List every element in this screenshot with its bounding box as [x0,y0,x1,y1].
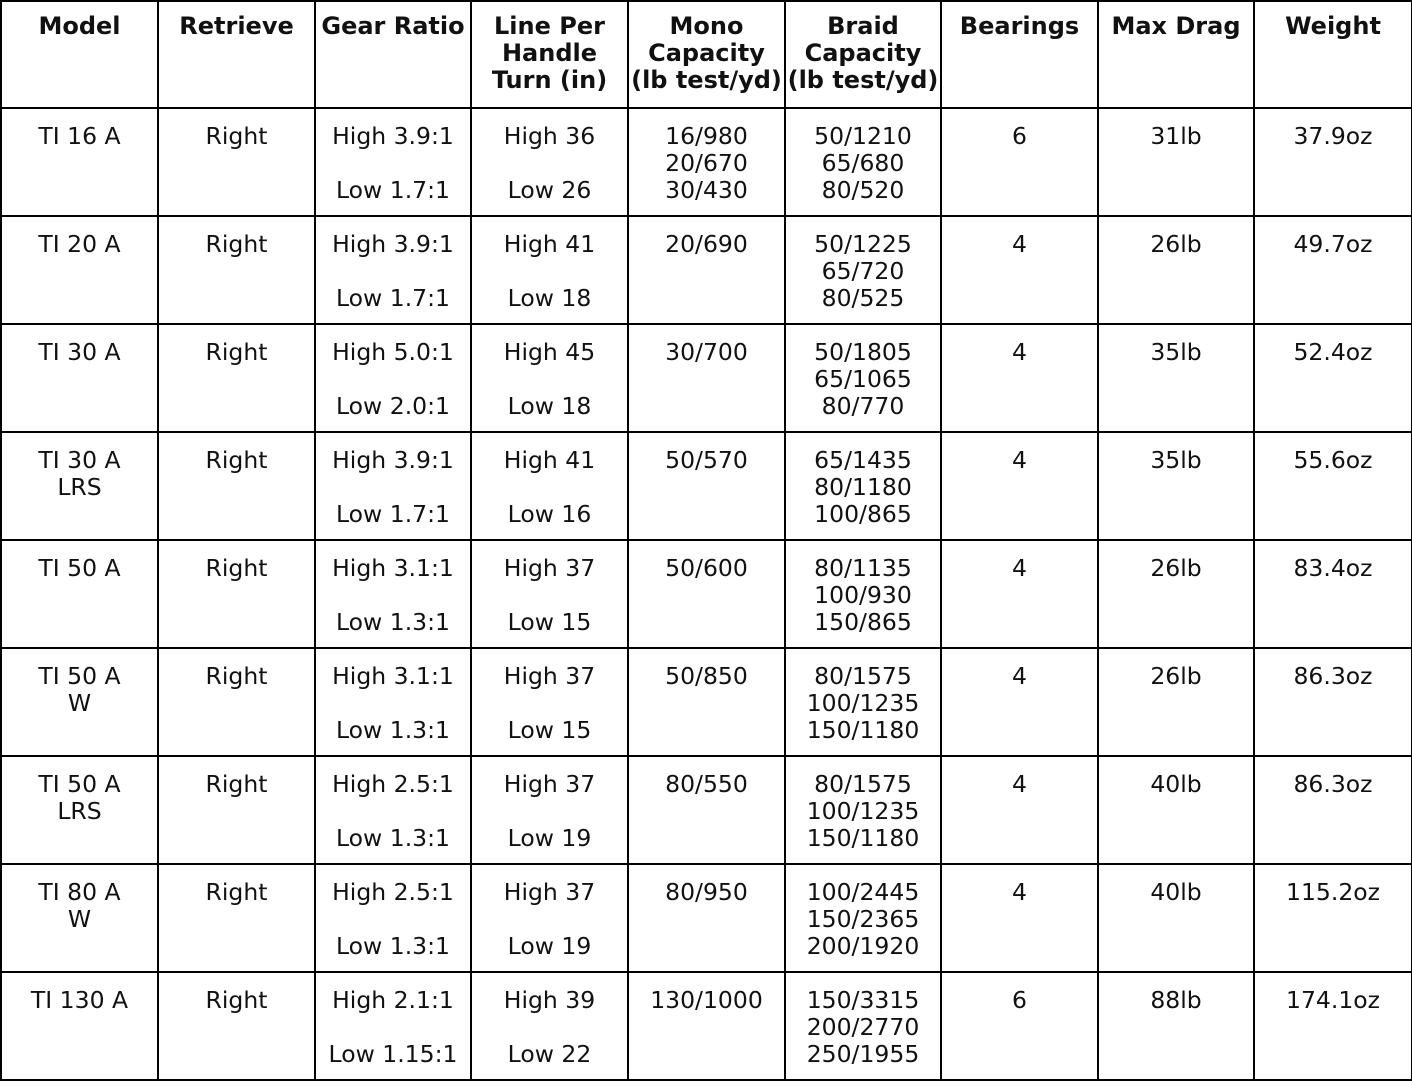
gear-ratio-high: High 3.1:1 [332,554,454,582]
text-line: 65/680 [821,149,905,177]
header-weight [1254,1,1412,108]
text-line: 150/3315 [806,986,920,1014]
bearings-value: 6 [1012,122,1027,150]
text-line: 50/1225 [814,230,912,258]
mono-capacity-value [629,649,784,690]
retrieve-cell [158,324,315,432]
table-body [1,108,1412,1080]
header-text [316,2,470,40]
braid-capacity-cell [785,108,941,216]
mono-capacity-cell [628,540,785,648]
model-cell [1,216,158,324]
weight-cell [1254,324,1412,432]
bearings-value: 4 [1012,230,1027,258]
gear-ratio-cell [315,432,471,540]
text-line: (lb test/yd) [787,66,939,94]
mono-capacity-value [629,541,784,582]
braid-capacity-value [786,325,940,420]
bearings-value: 4 [1012,446,1027,474]
table-row [1,216,1412,324]
text-line: 30/700 [665,338,748,366]
braid-capacity-cell [785,432,941,540]
header-text [159,2,314,40]
text-line: 150/1180 [806,824,920,852]
retrieve-value: Right [205,770,268,798]
line-per-turn-cell [471,756,628,864]
braid-capacity-cell [785,540,941,648]
model-value [2,649,157,717]
line-per-turn-cell [471,432,628,540]
gear-ratio-cell [315,864,471,972]
text-line: TI 50 A [38,770,121,798]
gear-ratio-cell [315,540,471,648]
gear-ratio-low: Low 1.3:1 [336,608,450,636]
text-line: 200/1920 [806,932,920,960]
text-line: TI 16 A [38,122,121,150]
text-line: Retrieve [179,12,294,40]
text-line: LRS [57,797,102,825]
mono-capacity-cell [628,216,785,324]
text-line: 150/865 [814,608,912,636]
max-drag-cell [1098,648,1254,756]
text-line: 65/720 [821,257,905,285]
line-per-turn-low: Low 26 [507,176,592,204]
line-per-turn-high: High 37 [503,662,596,690]
retrieve-cell [158,972,315,1080]
braid-capacity-value [786,649,940,744]
header-mono-capacity [628,1,785,108]
table-row [1,864,1412,972]
text-line: 50/600 [665,554,748,582]
text-line: 80/520 [821,176,905,204]
weight-value: 37.9oz [1293,122,1373,150]
gear-ratio-low: Low 1.7:1 [336,176,450,204]
line-per-turn-low: Low 15 [507,608,592,636]
retrieve-value: Right [205,122,268,150]
retrieve-value: Right [205,662,268,690]
text-line: 250/1955 [806,1040,920,1068]
retrieve-value: Right [205,446,268,474]
bearings-cell [941,648,1098,756]
text-line: TI 130 A [30,986,129,1014]
table-row [1,756,1412,864]
line-per-turn-high: High 39 [503,986,596,1014]
max-drag-value: 88lb [1150,986,1202,1014]
bearings-cell [941,216,1098,324]
table-row [1,432,1412,540]
bearings-value: 6 [1012,986,1027,1014]
table-row [1,540,1412,648]
text-line: Braid [827,12,899,40]
model-cell [1,756,158,864]
text-line: 50/1805 [814,338,912,366]
header-text [1099,2,1253,40]
text-line: 65/1065 [814,365,912,393]
gear-ratio-high: High 2.5:1 [332,770,454,798]
retrieve-value: Right [205,554,268,582]
text-line: 80/525 [821,284,905,312]
text-line: 150/2365 [806,905,920,933]
line-per-turn-high: High 36 [503,122,596,150]
text-line: Line Per [494,12,605,40]
mono-capacity-value [629,433,784,474]
max-drag-cell [1098,540,1254,648]
braid-capacity-value [786,973,940,1068]
braid-capacity-cell [785,324,941,432]
text-line: 16/980 [665,122,748,150]
model-cell [1,540,158,648]
line-per-turn-high: High 37 [503,878,596,906]
max-drag-cell [1098,972,1254,1080]
gear-ratio-high: High 3.1:1 [332,662,454,690]
text-line: LRS [57,473,102,501]
gear-ratio-cell [315,324,471,432]
max-drag-value: 31lb [1150,122,1202,150]
bearings-cell [941,324,1098,432]
text-line: TI 80 A [38,878,121,906]
model-cell [1,972,158,1080]
weight-cell [1254,108,1412,216]
text-line: Turn (in) [491,66,608,94]
line-per-turn-high: High 37 [503,770,596,798]
text-line: 130/1000 [650,986,763,1014]
weight-value: 55.6oz [1293,446,1373,474]
model-value [2,109,157,150]
text-line: TI 20 A [38,230,121,258]
bearings-cell [941,864,1098,972]
gear-ratio-low: Low 2.0:1 [336,392,450,420]
bearings-value: 4 [1012,554,1027,582]
mono-capacity-cell [628,324,785,432]
bearings-cell [941,972,1098,1080]
max-drag-value: 26lb [1150,662,1202,690]
line-per-turn-high: High 45 [503,338,596,366]
bearings-cell [941,432,1098,540]
max-drag-cell [1098,216,1254,324]
mono-capacity-cell [628,108,785,216]
mono-capacity-cell [628,648,785,756]
retrieve-value: Right [205,986,268,1014]
table-row [1,324,1412,432]
text-line: Mono [669,12,744,40]
braid-capacity-cell [785,216,941,324]
gear-ratio-high: High 3.9:1 [332,446,454,474]
mono-capacity-value [629,325,784,366]
gear-ratio-high: High 5.0:1 [332,338,454,366]
bearings-cell [941,540,1098,648]
line-per-turn-high: High 37 [503,554,596,582]
braid-capacity-value [786,217,940,312]
model-value [2,865,157,933]
weight-cell [1254,540,1412,648]
header-gear-ratio [315,1,471,108]
retrieve-cell [158,864,315,972]
weight-cell [1254,648,1412,756]
braid-capacity-value [786,541,940,636]
line-per-turn-low: Low 18 [507,392,592,420]
retrieve-cell [158,540,315,648]
gear-ratio-cell [315,648,471,756]
header-text [942,2,1097,40]
braid-capacity-value [786,109,940,204]
model-value [2,433,157,501]
weight-cell [1254,216,1412,324]
text-line: Handle [501,39,598,67]
gear-ratio-high: High 3.9:1 [332,230,454,258]
max-drag-value: 40lb [1150,878,1202,906]
header-text [629,2,784,94]
header-retrieve [158,1,315,108]
braid-capacity-cell [785,864,941,972]
max-drag-value: 35lb [1150,446,1202,474]
text-line: TI 30 A [38,338,121,366]
header-row [1,1,1412,108]
retrieve-value: Right [205,338,268,366]
bearings-value: 4 [1012,770,1027,798]
text-line: (lb test/yd) [631,66,782,94]
header-braid-capacity [785,1,941,108]
header-line-per-handle-turn [471,1,628,108]
line-per-turn-cell [471,648,628,756]
retrieve-cell [158,216,315,324]
retrieve-cell [158,108,315,216]
text-line: 100/865 [814,500,912,528]
gear-ratio-high: High 3.9:1 [332,122,454,150]
braid-capacity-value [786,865,940,960]
braid-capacity-cell [785,972,941,1080]
line-per-turn-cell [471,972,628,1080]
max-drag-cell [1098,864,1254,972]
weight-value: 49.7oz [1293,230,1373,258]
text-line: Max Drag [1111,12,1241,40]
header-max-drag [1098,1,1254,108]
retrieve-value: Right [205,878,268,906]
retrieve-cell [158,648,315,756]
line-per-turn-cell [471,216,628,324]
max-drag-value: 26lb [1150,230,1202,258]
bearings-cell [941,756,1098,864]
text-line: 20/670 [665,149,748,177]
model-value [2,541,157,582]
max-drag-cell [1098,432,1254,540]
mono-capacity-value [629,109,784,204]
max-drag-cell [1098,324,1254,432]
bearings-value: 4 [1012,878,1027,906]
weight-value: 52.4oz [1293,338,1373,366]
gear-ratio-cell [315,216,471,324]
braid-capacity-cell [785,756,941,864]
bearings-value: 4 [1012,338,1027,366]
text-line: Gear Ratio [321,12,465,40]
mono-capacity-value [629,973,784,1014]
line-per-turn-cell [471,324,628,432]
line-per-turn-low: Low 22 [507,1040,592,1068]
weight-value: 86.3oz [1293,662,1373,690]
text-line: TI 30 A [38,446,121,474]
model-cell [1,864,158,972]
text-line: 50/850 [665,662,748,690]
mono-capacity-cell [628,864,785,972]
gear-ratio-low: Low 1.7:1 [336,500,450,528]
gear-ratio-low: Low 1.3:1 [336,716,450,744]
mono-capacity-cell [628,432,785,540]
gear-ratio-high: High 2.1:1 [332,986,454,1014]
line-per-turn-low: Low 19 [507,824,592,852]
max-drag-value: 26lb [1150,554,1202,582]
model-cell [1,108,158,216]
text-line: W [67,905,92,933]
line-per-turn-high: High 41 [503,446,596,474]
line-per-turn-low: Low 15 [507,716,592,744]
header-text [1255,2,1411,40]
text-line: Bearings [959,12,1080,40]
text-line: 80/770 [821,392,905,420]
bearings-cell [941,108,1098,216]
table-row [1,972,1412,1080]
braid-capacity-value [786,757,940,852]
text-line: 80/1575 [814,770,912,798]
model-cell [1,432,158,540]
text-line: TI 50 A [38,662,121,690]
retrieve-cell [158,432,315,540]
header-text [786,2,940,94]
header-bearings [941,1,1098,108]
mono-capacity-cell [628,972,785,1080]
braid-capacity-cell [785,648,941,756]
text-line: 80/950 [665,878,748,906]
header-text [2,2,157,40]
weight-cell [1254,432,1412,540]
max-drag-cell [1098,756,1254,864]
gear-ratio-low: Low 1.3:1 [336,932,450,960]
text-line: 100/1235 [806,689,920,717]
gear-ratio-cell [315,972,471,1080]
gear-ratio-cell [315,108,471,216]
bearings-value: 4 [1012,662,1027,690]
table-row [1,648,1412,756]
model-cell [1,324,158,432]
text-line: Weight [1285,12,1381,40]
line-per-turn-cell [471,540,628,648]
text-line: 50/570 [665,446,748,474]
line-per-turn-low: Low 19 [507,932,592,960]
gear-ratio-low: Low 1.15:1 [328,1040,458,1068]
table-row [1,108,1412,216]
mono-capacity-value [629,757,784,798]
retrieve-cell [158,756,315,864]
text-line: 80/1575 [814,662,912,690]
model-value [2,757,157,825]
text-line: 150/1180 [806,716,920,744]
text-line: 20/690 [665,230,748,258]
gear-ratio-low: Low 1.3:1 [336,824,450,852]
weight-cell [1254,972,1412,1080]
model-value [2,325,157,366]
line-per-turn-cell [471,864,628,972]
text-line: Capacity [648,39,765,67]
weight-value: 86.3oz [1293,770,1373,798]
model-cell [1,648,158,756]
model-value [2,217,157,258]
braid-capacity-value [786,433,940,528]
text-line: W [67,689,92,717]
text-line: 100/1235 [806,797,920,825]
weight-cell [1254,756,1412,864]
gear-ratio-high: High 2.5:1 [332,878,454,906]
mono-capacity-value [629,217,784,258]
text-line: Model [38,12,121,40]
text-line: 80/1180 [814,473,912,501]
header-model [1,1,158,108]
header-text [472,2,627,94]
text-line: 50/1210 [814,122,912,150]
text-line: Capacity [804,39,922,67]
mono-capacity-value [629,865,784,906]
mono-capacity-cell [628,756,785,864]
text-line: 100/2445 [806,878,920,906]
text-line: 100/930 [814,581,912,609]
line-per-turn-cell [471,108,628,216]
model-value [2,973,157,1014]
line-per-turn-low: Low 18 [507,284,592,312]
max-drag-cell [1098,108,1254,216]
gear-ratio-low: Low 1.7:1 [336,284,450,312]
weight-value: 174.1oz [1286,986,1380,1014]
text-line: 65/1435 [814,446,912,474]
weight-value: 83.4oz [1293,554,1373,582]
line-per-turn-high: High 41 [503,230,596,258]
text-line: 80/550 [665,770,748,798]
text-line: TI 50 A [38,554,121,582]
text-line: 200/2770 [806,1013,920,1041]
line-per-turn-low: Low 16 [507,500,592,528]
weight-value: 115.2oz [1286,878,1380,906]
text-line: 80/1135 [814,554,912,582]
max-drag-value: 35lb [1150,338,1202,366]
weight-cell [1254,864,1412,972]
text-line: 30/430 [665,176,748,204]
retrieve-value: Right [205,230,268,258]
max-drag-value: 40lb [1150,770,1202,798]
gear-ratio-cell [315,756,471,864]
